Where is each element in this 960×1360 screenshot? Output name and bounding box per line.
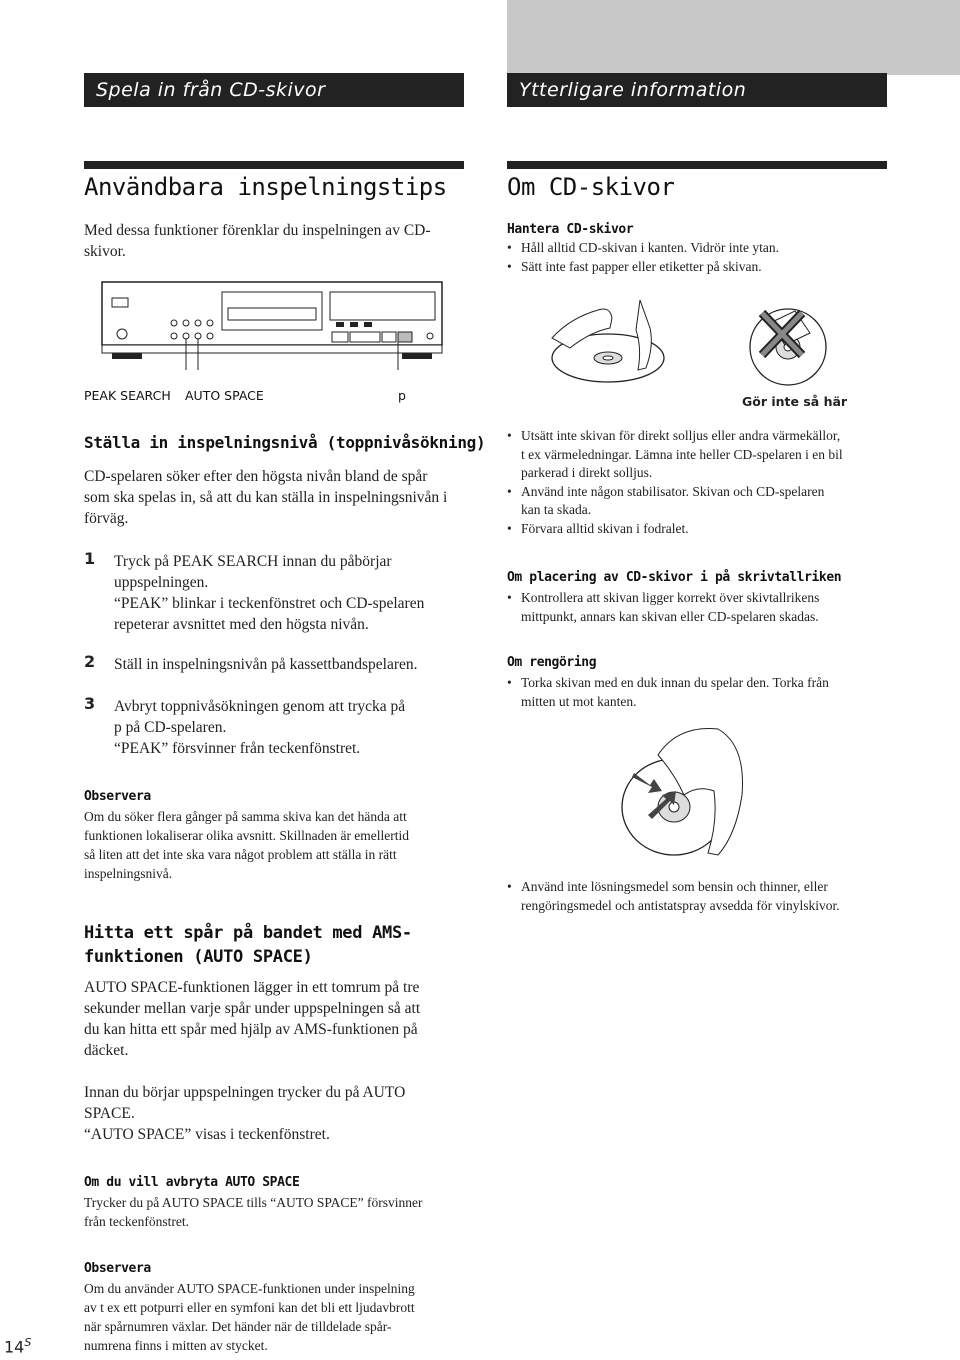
- label-peak-search: PEAK SEARCH: [84, 388, 171, 403]
- label-p: p: [398, 388, 406, 403]
- handle-title: Hantera CD-skivor: [507, 222, 634, 237]
- left-section-title: Användbara inspelningstips: [84, 173, 447, 201]
- cd-player-illustration: [100, 280, 445, 370]
- step-1-number: 1: [84, 549, 96, 568]
- cleaning-title: Om rengöring: [507, 655, 597, 670]
- placement-title: Om placering av CD-skivor i på skrivtallriken: [507, 570, 842, 585]
- disc-cleaning-illustration: [618, 725, 748, 865]
- step-3-text: Avbryt toppnivåsökningen genom att trycka på p på CD-spelaren. “PEAK” försvinner från teckenfönstret.: [114, 698, 406, 757]
- page-number: $14^S$: [4, 1336, 32, 1357]
- sub1-body: CD-spelaren söker efter den högsta nivån bland de spår som ska spelas in, så att du kan ställa in inspelningsnivån i förväg.: [84, 468, 448, 527]
- header-gray-block: [507, 0, 960, 75]
- sub2-body: AUTO SPACE-funktionen lägger in ett tomrum på tre sekunder mellan varje spår under uppspelningen så att du kan hitta ett spår med hjälp av AMS-funktionen på däcket.: [84, 979, 421, 1059]
- cancel-title: Om du vill avbryta AUTO SPACE: [84, 1175, 300, 1190]
- list-item: • Använd inte lösningsmedel som bensin och thinner, eller rengöringsmedel och antistatspray avsedda för vinylskivor.: [507, 878, 892, 915]
- header-right-title: Ytterligare information: [507, 73, 887, 107]
- list-item: • Sätt inte fast papper eller etiketter på skivan.: [507, 258, 887, 277]
- list-item: • Håll alltid CD-skivan i kanten. Vidrör inte ytan.: [507, 239, 887, 258]
- note2-title: Observera: [84, 1261, 151, 1276]
- disc-hold-illustration: [550, 298, 670, 384]
- disc-wrong-illustration: [740, 303, 840, 387]
- list-item: • Förvara alltid skivan i fodralet.: [507, 520, 892, 539]
- dont-label: Gör inte så här: [742, 394, 848, 409]
- placement-bullets: [507, 589, 892, 626]
- label-auto-space: AUTO SPACE: [185, 388, 264, 403]
- sub2-body-2: Innan du börjar uppspelningen trycker du på AUTO SPACE. “AUTO SPACE” visas i teckenfönstret.: [84, 1084, 406, 1143]
- cleaning-bullets: [507, 674, 892, 711]
- sub1-title: Ställa in inspelningsnivå (toppnivåsökning): [84, 433, 486, 452]
- note1-body: Om du söker flera gånger på samma skiva kan det hända att funktionen lokaliserar olika avsnitt. Skillnaden är emellertid så liten att det inte ska vara något problem att ställa in rätt inspelningsnivå.: [84, 809, 410, 881]
- note2-body: Om du använder AUTO SPACE-funktionen under inspelning av t ex ett potpurri eller en symfoni kan det bli ett ljudavbrott när spårnumren växlar. Det händer när de tilldelade spår- numrena finns i mitten av stycket.: [84, 1281, 415, 1353]
- cancel-body: Trycker du på AUTO SPACE tills “AUTO SPACE” försvinner från teckenfönstret.: [84, 1195, 423, 1229]
- step-3-number: 3: [84, 694, 96, 713]
- step-1-text: Tryck på PEAK SEARCH innan du påbörjar uppspelningen. “PEAK” blinkar i teckenfönstret och CD-spelaren repeterar avsnittet med den högsta nivån.: [114, 553, 425, 633]
- care-bullets: [507, 427, 892, 538]
- list-item: • Kontrollera att skivan ligger korrekt över skivtallrikens mittpunkt, annars kan skivan eller CD-spelaren skadas.: [507, 589, 892, 626]
- sub2-title: Hitta ett spår på bandet med AMS- funktionen (AUTO SPACE): [84, 923, 412, 967]
- header-left-title: Spela in från CD-skivor: [84, 73, 464, 107]
- list-item: • Utsätt inte skivan för direkt solljus eller andra värmekällor, t ex värmeledningar. Lämna inte heller CD-spelaren i en bil parkerad i direkt solljus.: [507, 427, 892, 483]
- step-2-number: 2: [84, 652, 96, 671]
- solvent-bullets: [507, 878, 892, 915]
- list-item: • Torka skivan med en duk innan du spelar den. Torka från mitten ut mot kanten.: [507, 674, 892, 711]
- right-section-title: Om CD-skivor: [507, 173, 675, 201]
- step-2-text: Ställ in inspelningsnivån på kassettbandspelaren.: [114, 656, 418, 673]
- left-intro: Med dessa funktioner förenklar du inspelningen av CD-skivor.: [84, 222, 431, 260]
- note1-title: Observera: [84, 789, 151, 804]
- left-section-rule: [84, 161, 464, 169]
- right-section-rule: [507, 161, 887, 169]
- list-item: • Använd inte någon stabilisator. Skivan och CD-spelaren kan ta skada.: [507, 483, 892, 520]
- handle-bullets: [507, 239, 887, 276]
